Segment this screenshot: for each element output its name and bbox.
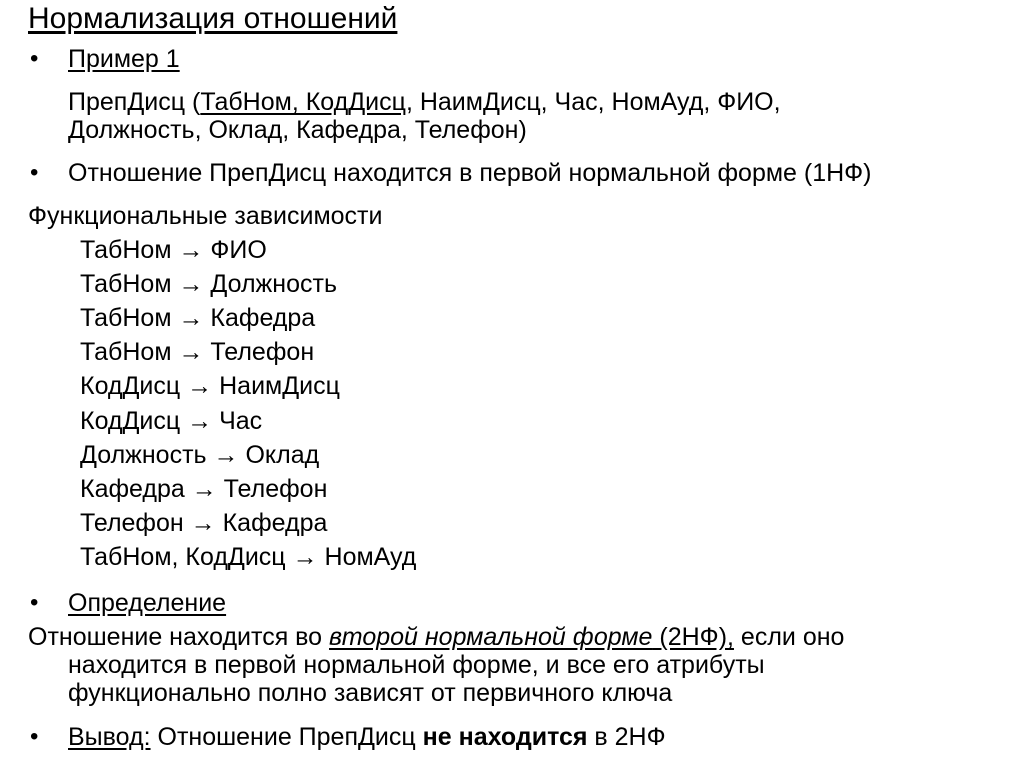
bullet-marker: • — [30, 159, 39, 186]
relation-name: ПрепДисц ( — [68, 88, 201, 116]
conclusion-text: в 2НФ — [587, 723, 666, 751]
conclusion-label: Вывод: — [68, 723, 151, 751]
fd-item: ТабНом → Должность — [80, 270, 337, 298]
fd-heading: Функциональные зависимости — [28, 202, 383, 230]
relation-schema-line1 — [68, 88, 781, 116]
conclusion-emphasis: не находится — [422, 723, 588, 751]
conclusion — [68, 723, 666, 751]
relation-schema-line2: Должность, Оклад, Кафедра, Телефон) — [68, 116, 527, 144]
example-label: Пример 1 — [68, 45, 180, 73]
definition-line3: функционально полно зависят от первичного ключа — [68, 679, 673, 707]
fd-item: ТабНом → ФИО — [80, 236, 267, 264]
definition-line1 — [28, 623, 844, 651]
definition-text: Отношение находится во — [28, 623, 330, 651]
statement-1nf: Отношение ПрепДисц находится в первой нормальной форме (1НФ) — [68, 159, 872, 187]
fd-item: КодДисц → Час — [80, 407, 263, 435]
conclusion-text: Отношение ПрепДисц — [150, 723, 423, 751]
fd-item: ТабНом, КодДисц → НомАуд — [80, 543, 417, 571]
bullet-marker: • — [30, 589, 39, 616]
fd-item: КодДисц → НаимДисц — [80, 372, 340, 400]
fd-item: Должность → Оклад — [80, 441, 320, 469]
fd-item: ТабНом → Телефон — [80, 338, 315, 366]
bullet-marker: • — [30, 45, 39, 72]
relation-attributes: , НаимДисц, Час, НомАуд, ФИО, — [405, 88, 781, 116]
definition-term: второй нормальной форме — [329, 623, 653, 651]
fd-item: Телефон → Кафедра — [80, 509, 328, 537]
definition-label: Определение — [68, 589, 227, 617]
primary-key: ТабНом, КодДисц — [200, 88, 406, 116]
definition-abbr: (2НФ), — [652, 623, 734, 651]
fd-item: ТабНом → Кафедра — [80, 304, 316, 332]
bullet-marker: • — [30, 723, 39, 750]
page-title: Нормализация отношений — [28, 2, 398, 35]
definition-text: если оно — [733, 623, 845, 651]
fd-item: Кафедра → Телефон — [80, 475, 328, 503]
definition-line2: находится в первой нормальной форме, и все его атрибуты — [68, 651, 765, 679]
